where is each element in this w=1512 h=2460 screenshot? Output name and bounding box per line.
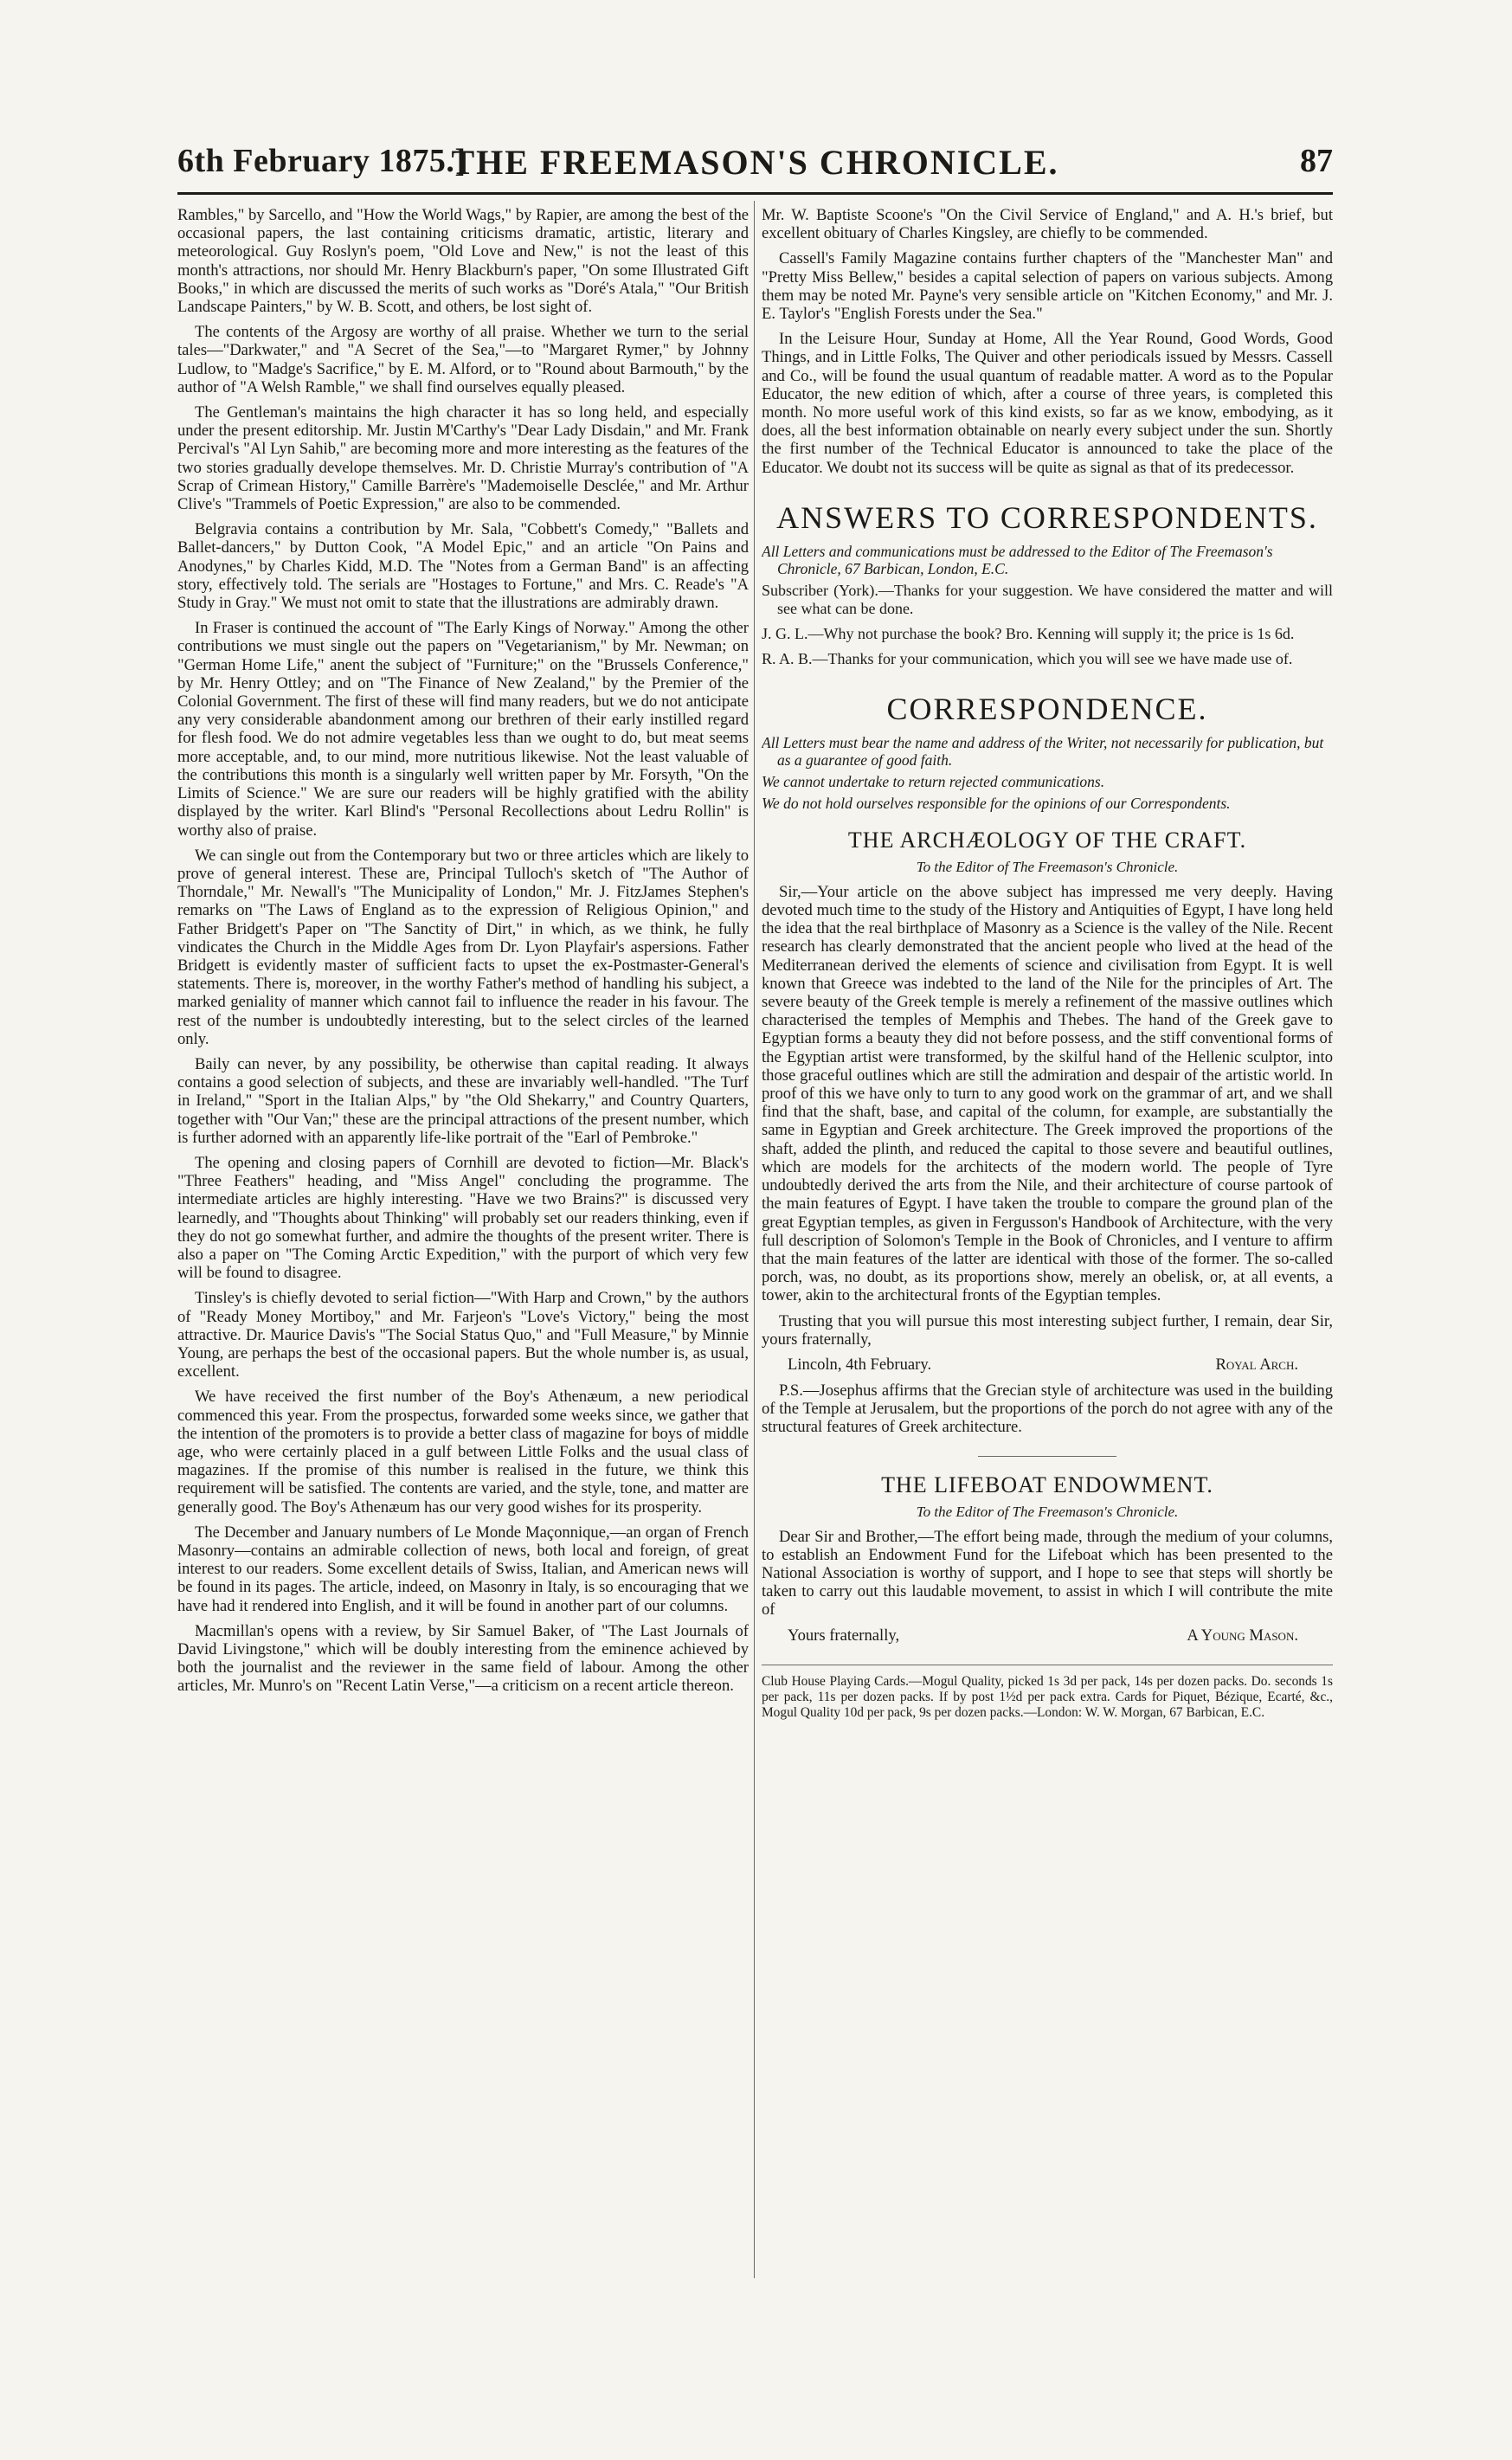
correspondence-heading: CORRESPONDENCE.: [886, 691, 1208, 726]
letter-signature: Royal Arch.: [1215, 1355, 1298, 1374]
review-paragraph: In the Leisure Hour, Sunday at Home, All the Year Round, Good Words, Good Things, and in Little Folks, The Quiver and other periodicals issued by Messrs. Cassell and Co., will be found the usual quantum of readable matter. A word as to the Popular Educator, the new edition of which, after a course of three years, is completed this month. No more useful work of this kind exists, so far as we know, embodying, as it does, all the best information obtainable on nearly every subject under the sun. Shortly the first number of the Technical Educator is announced to take the place of the Educator. We doubt not its success will be quite as signal as that of its predecessor.: [762, 330, 1333, 477]
letter-body: Sir,—Your article on the above subject has impressed me very deeply. Having devoted much time to the study of the History and Antiquities of Egypt, I have long held the idea that the real birthplace of Masonry as a Science is the valley of the Nile. Recent research has clearly demonstrated that the ancient people who lived at the head of the Mediterranean derived the elements of science and civilisation from Egypt. It is well known that Greece was indebted to the land of the Nile for the principles of Art. The severe beauty of the Greek temple is merely a refinement of the massive outlines which characterised the temples of Memphis and Thebes. The hand of the Greek gave to Egyptian forms a beauty they did not before possess, and the stiff conventional forms of the Egyptian artist were transformed, by the skilful hand of the Hellenic sculptor, into those graceful outlines which are still the admiration and despair of the artistic world. In proof of this we have only to turn to any good work on the grammar of art, and we shall find that the shaft, base, and capital of the column, for example, are substantially the same in Egyptian and Greek architecture. The Greek improved the proportions of the shaft, added the plinth, and reduced the capital to those severe and beautiful outlines, which are models for the architects of the modern world. The people of Tyre undoubtedly derived the arts from the Nile, and their architecture of course partook of the main features of Egypt. I have taken the trouble to compare the ground plan of the great Egyptian temples, as given in Fergusson's Handbook of Architecture, with the very full description of Solomon's Temple in the Book of Chronicles, and I venture to affirm that the main features of the latter are identical with those of the former. The so-called porch, was, no doubt, as its proportions show, merely an obelisk, or, at all events, a tower, akin to the architectural fronts of the Egyptian temples.: [762, 882, 1333, 1305]
letter-heading: THE ARCHÆOLOGY OF THE CRAFT.: [847, 827, 1247, 853]
publication-title: THE FREEMASON'S CHRONICLE.: [451, 143, 1059, 182]
page-header: [177, 138, 1333, 190]
letter-addressee: To the Editor of The Freemason's Chronicle.: [916, 1503, 1179, 1520]
review-paragraph: Tinsley's is chiefly devoted to serial fiction—"With Harp and Crown," by the authors of "Ready Money Mortiboy," and Mr. Farjeon's "Love's Victory," being the most attractive. Dr. Maurice Davis's "The Social Status Quo," and "Full Measure," by Minnie Young, are perhaps the best of the occasional papers. But the whole number is, as usual, excellent.: [177, 1289, 749, 1381]
answers-heading: ANSWERS TO CORRESPONDENTS.: [776, 499, 1318, 535]
review-paragraph: The opening and closing papers of Cornhill are devoted to fiction—Mr. Black's "Three Feathers" heading, and "Miss Angel" concluding the programme. The intermediate articles are highly interesting. "Have we two Brains?" is discussed very learnedly, and "Thoughts about Thinking" will probably set our readers thinking, even if they do not go somewhat further, and admire the thoughts of the present writer. There is also a paper on "The Coming Arctic Expedition," with the purport of which very few will be found to disagree.: [177, 1153, 749, 1283]
review-paragraph: The Gentleman's maintains the high character it has so long held, and especially under the present editorship. Mr. Justin M'Carthy's "Dear Lady Disdain," and Mr. Frank Percival's "Al Lyn Sahib," are becoming more and more interesting as the features of the two stories gradually develope themselves. Mr. D. Christie Murray's contribution of "A Scrap of Crimean History," Camille Barrère's "Mademoiselle Desclée," and Mr. Arthur Clive's "Trammels of Poetic Expression," are also to be commended.: [177, 403, 749, 514]
section-rule: [978, 1456, 1116, 1457]
letter-body: Dear Sir and Brother,—The effort being made, through the medium of your columns, to establish an Endowment Fund for the Lifeboat which has been presented to the National Association is worthy of support, and I hope to see that steps will shortly be taken to carry out this laudable movement, to assist in which I will contribute the mite of: [762, 1527, 1333, 1620]
letter-addressee: To the Editor of The Freemason's Chronicle.: [916, 858, 1179, 875]
answer-item: R. A. B.—Thanks for your communication, which you will see we have made use of.: [762, 649, 1293, 667]
right-column: [762, 206, 1333, 2270]
letter-signature: A Young Mason.: [1187, 1626, 1298, 1645]
letter-closing: Yours fraternally,: [788, 1626, 900, 1645]
advertisement: Club House Playing Cards.—Mogul Quality, picked 1s 3d per pack, 14s per dozen packs. Do. seconds 1s per pack, 11s per dozen packs. If by post 1½d per pack extra. Cards for Piquet, Bézique, Ecarté, &c., Mogul Quality 10d per pack, 9s per dozen packs.—London: W. W. Morgan, 67 Barbican, E.C.: [762, 1665, 1333, 1721]
correspondence-note: We do not hold ourselves responsible for the opinions of our Correspondents.: [762, 794, 1231, 812]
review-paragraph: Rambles," by Sarcello, and "How the World Wags," by Rapier, are among the best of the occasional papers, the last containing criticisms dramatic, artistic, literary and meteorological. Guy Roslyn's poem, "Old Love and New," is not the least of this month's attractions, nor should Mr. Henry Blackburn's paper, "On some Illustrated Gift Books," in which are discussed the merits of such works as "Doré's Atala," "Our British Landscape Painters," by W. B. Scott, and others, be lost sight of.: [177, 206, 749, 317]
issue-date: 6th February 1875.]: [177, 143, 466, 179]
correspondence-note: All Letters must bear the name and address of the Writer, not necessarily for publication, but as a guarantee of good faith.: [762, 733, 1324, 769]
review-paragraph: Mr. W. Baptiste Scoone's "On the Civil Service of England," and A. H.'s brief, but excellent obituary of Charles Kingsley, are chiefly to be commended.: [762, 206, 1333, 243]
review-paragraph: Baily can never, by any possibility, be otherwise than capital reading. It always contains a good selection of subjects, and these are invariably well-handled. "The Turf in Ireland," "Sport in the Italian Alps," by "the Old Shekarry," and Country Quarters, together with "Our Van;" these are the principal attractions of the present number, which is further adorned with an apparently life-like portrait of the "Earl of Pembroke.": [177, 1054, 749, 1147]
letter-signoff: [762, 1356, 1333, 1375]
correspondence-note: We cannot undertake to return rejected communications.: [762, 772, 1105, 790]
review-paragraph: The December and January numbers of Le Monde Maçonnique,—an organ of French Masonry—contains an admirable collection of news, both local and foreign, of great interest to our readers. Some excellent details of Swiss, Italian, and American news will be found in its pages. The article, indeed, on Masonry in Italy, is so encouraging that we have had it rendered into English, and it will be found in another part of our columns.: [177, 1523, 749, 1615]
letter-heading: THE LIFEBOAT ENDOWMENT.: [881, 1471, 1213, 1497]
answer-item: Subscriber (York).—Thanks for your suggestion. We have considered the matter and will see what can be done.: [762, 581, 1333, 617]
letter-postscript: P.S.—Josephus affirms that the Grecian style of architecture was used in the building of the Temple at Jerusalem, but the proportions of the porch do not agree with any of the structural features of Greek architecture.: [762, 1381, 1333, 1437]
letter-signoff: [762, 1626, 1333, 1645]
review-paragraph: In Fraser is continued the account of "The Early Kings of Norway." Among the other contributions we must single out the papers on "Vegetarianism," by Mr. Newman; on "German Home Life," anent the subject of "Furniture;" on the "Brussels Conference," by Mr. Henry Ottley; and on "The Finance of New Zealand," by the Premier of the Colonial Government. The first of these will find many readers, but we do not anticipate any very considerable abandonment among our brethren of their early instilled regard for flesh food. We do not admire vegetables less than we ought to do, but meat seems more acceptable, and, to our mind, more nutritious likewise. Not the least valuable of the contributions this month is a singularly well written paper by Mr. Forsyth, "On the Limits of Science." We are sure our readers will be highly gratified with the ability displayed by the writer. Karl Blind's "Personal Recollections about Ledru Rollin" is worthy also of praise.: [177, 619, 749, 840]
review-paragraph: Cassell's Family Magazine contains further chapters of the "Manchester Man" and "Pretty Miss Bellew," besides a capital selection of papers on various subjects. Among them may be noted Mr. Payne's very sensible article on "Kitchen Economy," and Mr. J. E. Taylor's "English Forests under the Sea.": [762, 249, 1333, 324]
header-rule: [177, 192, 1333, 195]
review-paragraph: We have received the first number of the Boy's Athenæum, a new periodical commenced this year. From the prospectus, forwarded some weeks since, we gather that the intention of the promoters is to provide a better class of magazine for boys of middle age, who were certainly placed in a gulf between Little Folks and the usual class of magazines. If the promise of this number is realised in the future, we think this requirement will be satisfied. The contents are varied, and the style, tone, and matter are generally good. The Boy's Athenæum has our very good wishes for its prosperity.: [177, 1388, 749, 1517]
review-paragraph: We can single out from the Contemporary but two or three articles which are likely to prove of general interest. These are, Principal Tulloch's sketch of "The Author of Thorndale," Mr. Newall's "The Municipality of London," Mr. J. FitzJames Stephen's remarks on "The Laws of England as to the expression of Religious Opinion," and Father Bridgett's Paper on "The Sanctity of Dirt," in which, as we think, he fully vindicates the Church in the Middle Ages from Dr. Lyon Playfair's aspersions. Father Bridgett is evidently master of sufficient facts to upset the ex-Postmaster-General's statements. There is, moreover, in the worthy Father's method of handling his subject, a marked geniality of manner which cannot fail to influence the reader in his favour. The rest of the number is undoubtedly interesting, but to the select circles of the learned only.: [177, 846, 749, 1048]
answers-note: All Letters and communications must be addressed to the Editor of The Freemason's Chronicle, 67 Barbican, London, E.C.: [762, 542, 1273, 577]
letter-place-date: Lincoln, 4th February.: [788, 1355, 932, 1374]
review-paragraph: The contents of the Argosy are worthy of all praise. Whether we turn to the serial tales—"Darkwater," and "A Secret of the Sea,"—to "Margaret Rymer," by Johnny Ludlow, to "Madge's Sacrifice," by E. M. Alford, or to "Round about Barmouth," by the author of "A Welsh Ramble," we shall find ourselves equally pleased.: [177, 323, 749, 396]
page-number: 87: [1300, 143, 1333, 179]
answer-item: J. G. L.—Why not purchase the book? Bro. Kenning will supply it; the price is 1s 6d.: [762, 624, 1295, 642]
review-paragraph: Macmillan's opens with a review, by Sir Samuel Baker, of "The Last Journals of David Livingstone," which will be doubly interesting from the eminence achieved by both the journalist and the reviewer in the same field of labour. Among the other articles, Mr. Munro's on "Recent Latin Verse,"—a criticism on a recent article thereon.: [177, 1621, 749, 1696]
review-paragraph: Belgravia contains a contribution by Mr. Sala, "Cobbett's Comedy," "Ballets and Ballet-dancers," by Dutton Cook, "A Model Epic," and an article "On Pains and Anodynes," by Charles Kidd, M.D. The "Notes from a German Band" is an affecting story, effectively told. The serials are "Hostages to Fortune," and Mrs. C. Reade's "A Study in Gray." We must not omit to state that the illustrations are admirably drawn.: [177, 520, 749, 613]
letter-closing: Trusting that you will pursue this most interesting subject further, I remain, dear Sir, yours fraternally,: [762, 1311, 1333, 1349]
left-column: [177, 206, 749, 2270]
column-divider: [754, 201, 755, 2278]
